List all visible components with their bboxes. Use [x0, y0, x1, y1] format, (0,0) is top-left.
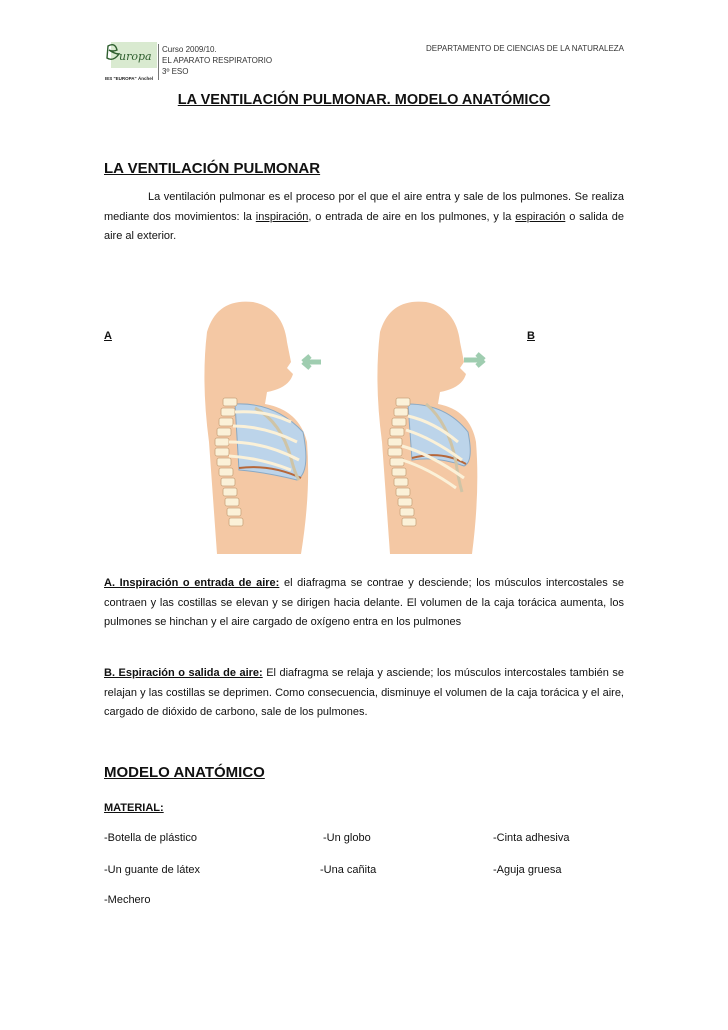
material-item: -Un guante de látex [104, 864, 201, 876]
svg-text:uropa: uropa [119, 50, 152, 63]
figure-label-b: B [527, 330, 535, 342]
expiration-lead: B. Espiración o salida de aire: [104, 667, 263, 679]
section-title-ventilation: LA VENTILACIÓN PULMONAR [104, 160, 321, 177]
expiration-illustration [368, 292, 528, 554]
term-expiration: espiración [515, 210, 566, 223]
course-year: Curso 2009/10. [162, 45, 217, 54]
department-name: DEPARTAMENTO DE CIENCIAS DE LA NATURALEZA [426, 44, 624, 53]
school-logo [103, 40, 161, 84]
material-item: -Aguja gruesa [493, 864, 562, 876]
inspiration-illustration [195, 292, 355, 554]
document-title: LA VENTILACIÓN PULMONAR. MODELO ANATÓMICO [177, 92, 551, 108]
school-level: 3º ESO [162, 67, 189, 76]
intro-paragraph: La ventilación pulmonar es el proceso por el que el aire entra y sale de los pulmones. Se realiza mediante dos movimientos: la inspiración, o entrada de aire en los pulmones, y la espiración o salida de aire al exterior. [104, 191, 625, 242]
term-inspiration: inspiración [255, 210, 309, 223]
air-out-arrow [464, 354, 484, 366]
material-item: -Mechero [104, 894, 151, 906]
header-meta [162, 44, 272, 77]
air-in-arrow [303, 356, 321, 368]
inspiration-description: A. Inspiración o entrada de aire: el diafragma se contrae y desciende; los músculos intercostales se contraen y las costillas se elevan y se dirigen hacia delante. El volumen de la caja torácica aumenta, los pulmones se hinchan y el aire cargado de oxígeno entra en los pulmones [104, 577, 624, 628]
material-item: -Botella de plástico [104, 832, 197, 844]
material-item: -Un globo [323, 832, 371, 844]
material-item: -Cinta adhesiva [493, 832, 570, 844]
section-title-model: MODELO ANATÓMICO [104, 764, 265, 781]
material-item: -Una cañita [320, 864, 377, 876]
inspiration-lead: A. Inspiración o entrada de aire: [104, 577, 280, 589]
subject-topic: EL APARATO RESPIRATORIO [162, 56, 273, 65]
material-title: MATERIAL: [104, 802, 164, 814]
logo-caption: IES "EUROPA" Ánchel [105, 76, 153, 81]
expiration-description: B. Espiración o salida de aire: El diafragma se relaja y asciende; los músculos intercostales también se relajan y las costillas se deprimen. Como consecuencia, disminuye el volumen de la caja torácica y el aire, cargado de dióxido de carbono, sale de los pulmones. [104, 667, 624, 718]
figure-label-a: A [104, 330, 112, 342]
